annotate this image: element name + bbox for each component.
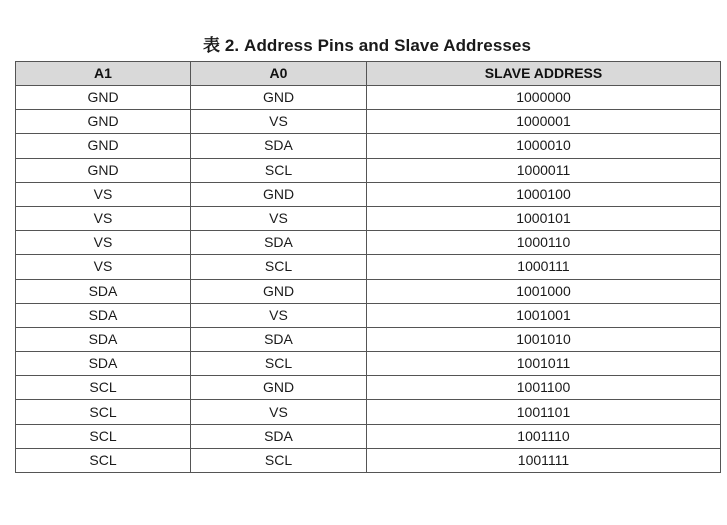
cell-a0: GND [191, 279, 367, 303]
cell-a1: VS [16, 231, 191, 255]
cell-slave-address: 1001111 [367, 448, 721, 472]
cell-a1: SDA [16, 327, 191, 351]
table-row [16, 376, 721, 400]
table-header-row [16, 62, 721, 86]
cell-a1: SDA [16, 303, 191, 327]
cell-a0: SDA [191, 231, 367, 255]
cell-slave-address: 1000011 [367, 158, 721, 182]
cell-a0: GND [191, 376, 367, 400]
table-row [16, 110, 721, 134]
cell-a0: VS [191, 206, 367, 230]
cell-a0: SCL [191, 448, 367, 472]
cell-a1: GND [16, 134, 191, 158]
cell-a0: SCL [191, 255, 367, 279]
cell-a1: GND [16, 110, 191, 134]
table-row [16, 86, 721, 110]
cell-a0: GND [191, 182, 367, 206]
cell-a1: SDA [16, 352, 191, 376]
cell-a1: SCL [16, 424, 191, 448]
cell-a0: VS [191, 110, 367, 134]
table-row [16, 134, 721, 158]
cell-slave-address: 1001010 [367, 327, 721, 351]
cell-a1: VS [16, 255, 191, 279]
cell-slave-address: 1001001 [367, 303, 721, 327]
table-row [16, 448, 721, 472]
header-a0: A0 [191, 62, 367, 86]
cell-slave-address: 1000100 [367, 182, 721, 206]
cell-a1: GND [16, 86, 191, 110]
cell-a1: SCL [16, 448, 191, 472]
table-row [16, 400, 721, 424]
cell-a1: SDA [16, 279, 191, 303]
cell-a0: VS [191, 303, 367, 327]
cell-a1: GND [16, 158, 191, 182]
table-row [16, 206, 721, 230]
cell-a0: VS [191, 400, 367, 424]
header-slave-address: SLAVE ADDRESS [367, 62, 721, 86]
address-table [15, 61, 721, 473]
header-a1: A1 [16, 62, 191, 86]
cell-slave-address: 1001011 [367, 352, 721, 376]
cell-slave-address: 1000001 [367, 110, 721, 134]
cell-a0: SDA [191, 424, 367, 448]
table-row [16, 352, 721, 376]
cell-a0: GND [191, 86, 367, 110]
cell-slave-address: 1000110 [367, 231, 721, 255]
table-title: 表 2. Address Pins and Slave Addresses [202, 36, 532, 55]
cell-slave-address: 1001101 [367, 400, 721, 424]
table-row [16, 279, 721, 303]
cell-slave-address: 1000111 [367, 255, 721, 279]
cell-slave-address: 1001100 [367, 376, 721, 400]
table-row [16, 158, 721, 182]
cell-slave-address: 1001110 [367, 424, 721, 448]
cell-slave-address: 1000101 [367, 206, 721, 230]
cell-a0: SCL [191, 158, 367, 182]
cell-a1: SCL [16, 400, 191, 424]
table-row [16, 182, 721, 206]
cell-a0: SCL [191, 352, 367, 376]
cell-a0: SDA [191, 134, 367, 158]
cell-slave-address: 1000000 [367, 86, 721, 110]
cell-slave-address: 1001000 [367, 279, 721, 303]
table-row [16, 255, 721, 279]
cell-slave-address: 1000010 [367, 134, 721, 158]
cell-a1: VS [16, 182, 191, 206]
cell-a1: VS [16, 206, 191, 230]
table-row [16, 303, 721, 327]
table-row [16, 327, 721, 351]
table-row [16, 231, 721, 255]
cell-a0: SDA [191, 327, 367, 351]
table-row [16, 424, 721, 448]
cell-a1: SCL [16, 376, 191, 400]
